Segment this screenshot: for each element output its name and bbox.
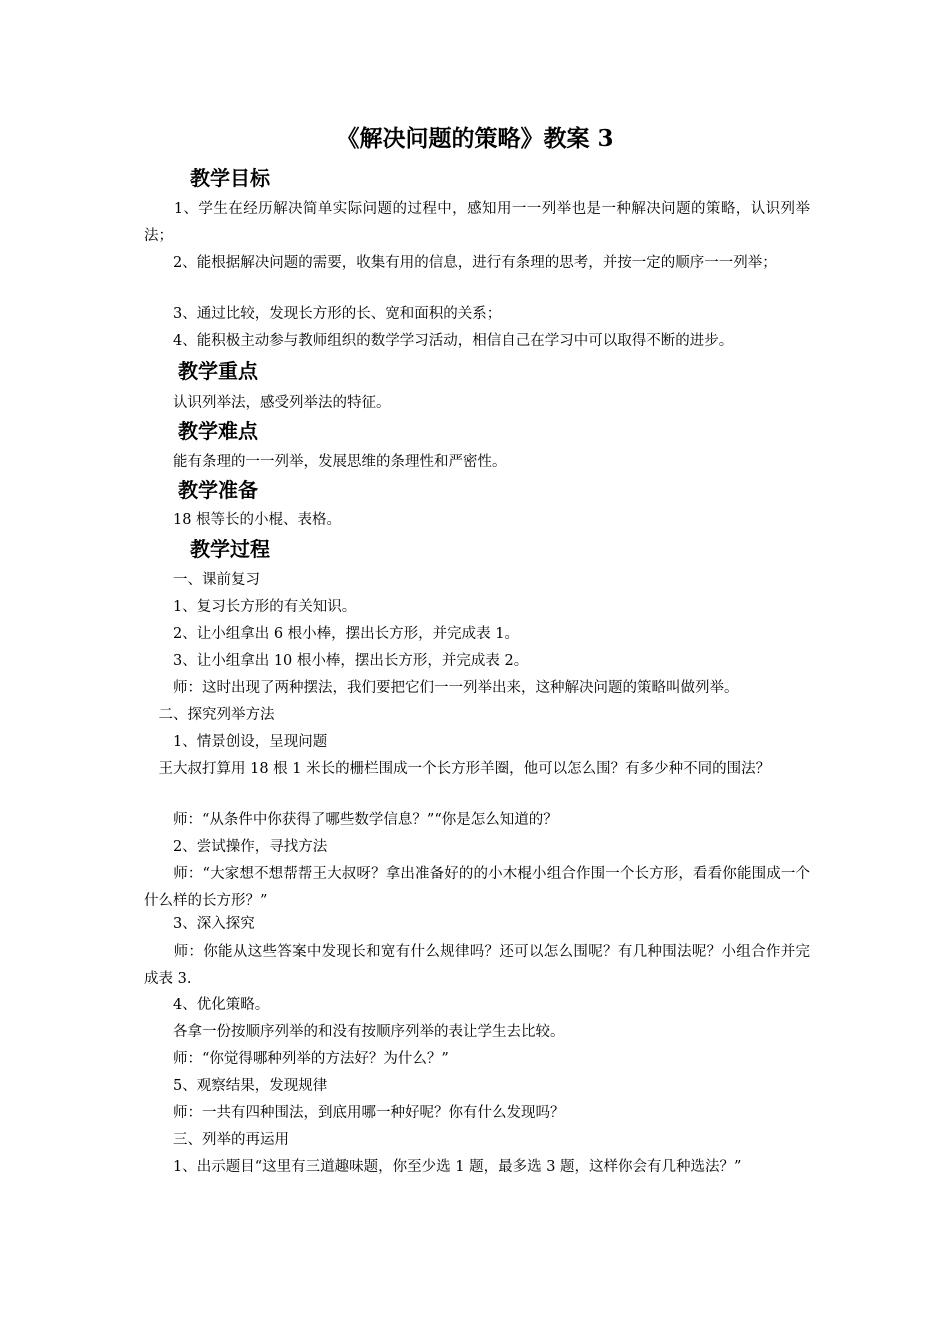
process-line: 师：你能从这些答案中发现长和宽有什么规律吗？还可以怎么围呢？有几种围法呢？小组合作并完成表 3. <box>144 944 810 987</box>
process-line: 二、探究列举方法 <box>144 707 275 723</box>
objective-item: 1、学生在经历解决简单实际问题的过程中，感知用一一列举也是一种解决问题的策略，认识列举法； <box>144 201 810 244</box>
process-line: 各拿一份按顺序列举的和没有按顺序列举的表让学生去比较。 <box>144 1024 565 1040</box>
process-line: 1、情景创设，呈现问题 <box>144 734 328 750</box>
objective-item: 3、通过比较，发现长方形的长、宽和面积的关系； <box>144 306 502 322</box>
process-line: 1、复习长方形的有关知识。 <box>144 599 357 615</box>
process-line: 4、优化策略。 <box>144 997 270 1013</box>
process-line: 师：“从条件中你获得了哪些数学信息？”“你是怎么知道的？ <box>144 812 558 828</box>
section-heading-preparation: 教学准备 <box>178 478 258 502</box>
objective-item: 4、能积极主动参与教师组织的数学学习活动，相信自己在学习中可以取得不断的进步。 <box>144 333 734 349</box>
preparation-text: 18 根等长的小棍、表格。 <box>144 512 342 528</box>
process-line: 2、让小组拿出 6 根小棒，摆出长方形，并完成表 1。 <box>144 626 520 642</box>
objective-item: 2、能根据解决问题的需要，收集有用的信息，进行有条理的思考，并按一定的顺序一一列举； <box>144 255 777 271</box>
section-heading-key-point: 教学重点 <box>178 359 258 383</box>
section-heading-difficulty: 教学难点 <box>178 419 258 443</box>
process-line: 师：一共有四种围法，到底用哪一种好呢？你有什么发现吗？ <box>144 1105 565 1121</box>
key-point-text: 认识列举法，感受列举法的特征。 <box>144 395 391 411</box>
section-heading-process: 教学过程 <box>190 537 270 561</box>
process-line: 师：“你觉得哪种列举的方法好？为什么？” <box>144 1051 449 1067</box>
section-heading-objectives: 教学目标 <box>190 166 270 190</box>
process-line: 2、尝试操作，寻找方法 <box>144 839 328 855</box>
process-line: 3、深入探究 <box>144 916 255 932</box>
process-line: 师：“大家想不想帮帮王大叔呀？拿出准备好的的小木棍小组合作围一个长方形，看看你能围成一个什么样的长方形？” <box>144 866 810 909</box>
difficulty-text: 能有条理的一一列举，发展思维的条理性和严密性。 <box>144 454 507 470</box>
process-line: 王大叔打算用 18 根 1 米长的栅栏围成一个长方形羊圈，他可以怎么围？有多少种不同的围法？ <box>144 761 771 777</box>
document-title: 《解决问题的策略》教案 3 <box>336 125 614 152</box>
process-line: 师：这时出现了两种摆法，我们要把它们一一列举出来，这种解决问题的策略叫做列举。 <box>144 680 739 696</box>
process-line: 5、观察结果，发现规律 <box>144 1078 328 1094</box>
process-line: 一、课前复习 <box>144 572 260 588</box>
process-line: 1、出示题目“这里有三道趣味题，你至少选 1 题，最多选 3 题，这样你会有几种选法？” <box>144 1159 742 1175</box>
process-line: 三、列举的再运用 <box>144 1132 289 1148</box>
process-line: 3、让小组拿出 10 根小棒，摆出长方形，并完成表 2。 <box>144 653 529 669</box>
